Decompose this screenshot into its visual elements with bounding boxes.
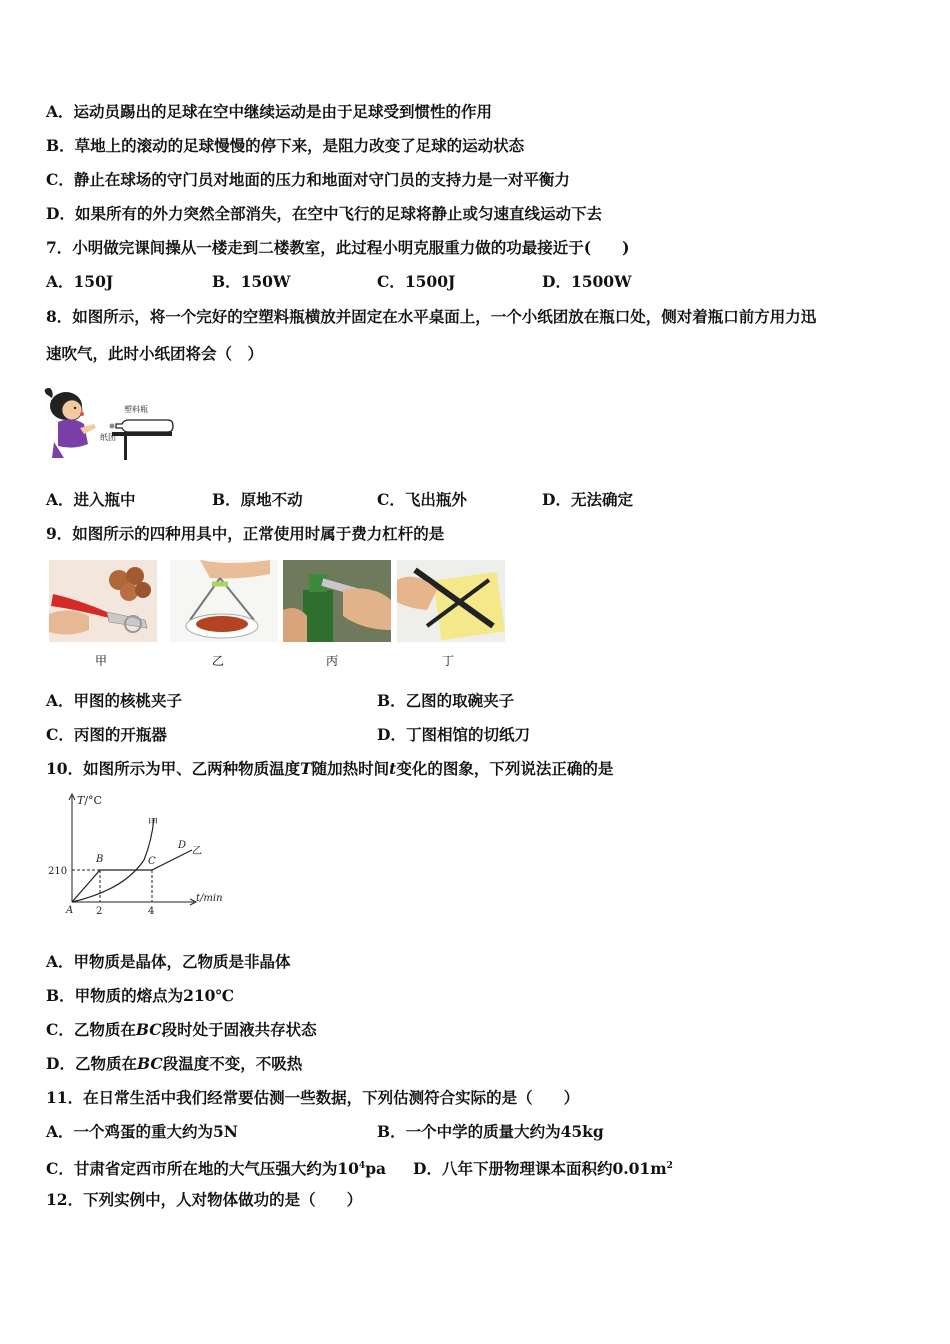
- q11-option-d: D．八年下册物理课本面积约$0.01m^2$: [413, 1159, 673, 1179]
- q9-option-b: B．乙图的取碗夹子: [377, 691, 515, 710]
- q11-option-c: C．甘肃省定西市所在地的大气压强大约为$10^4pa$: [46, 1159, 387, 1179]
- table-leg: [124, 436, 127, 460]
- q8-stem-line2: 速吹气，此时小纸团将会（ ）: [46, 344, 264, 363]
- q10-stem: 10．如图所示为甲、乙两种物质温度T随加热时间t变化的图象，下列说法正确的是: [46, 759, 614, 778]
- q8-figure: [44, 384, 176, 462]
- svg-text:2: 2: [96, 906, 103, 917]
- q6-option-c: C．静止在球场的守门员对地面的压力和地面对守门员的支持力是一对平衡力: [46, 170, 570, 189]
- q7-option-a: A．150J: [46, 272, 114, 291]
- curve-jia: [72, 818, 154, 902]
- bottle: [116, 420, 173, 432]
- q8-option-a: A．进入瓶中: [46, 490, 136, 509]
- girl-face: [62, 400, 82, 420]
- q10-option-c: C．乙物质在BC段时处于固液共存状态: [46, 1020, 317, 1039]
- q10-option-d: D．乙物质在BC段温度不变，不吸热: [46, 1054, 303, 1073]
- svg-text:210: 210: [48, 866, 68, 877]
- photo-ding-paper-cutter: [397, 560, 505, 642]
- svg-text:T/°C: T/°C: [77, 794, 102, 807]
- photo-yi-bowl-tongs: [170, 560, 278, 642]
- svg-text:t/min: t/min: [196, 893, 223, 904]
- svg-text:甲: 甲: [148, 818, 158, 829]
- q10-option-b: B．甲物质的熔点为210℃: [46, 986, 235, 1005]
- caption-yi: 乙: [212, 654, 225, 668]
- q9-option-d: D．丁图相馆的切纸刀: [377, 725, 530, 744]
- q10-graph: [44, 790, 234, 920]
- q11-option-b: B．一个中学的质量大约为45kg: [377, 1122, 604, 1141]
- q6-option-b: B．草地上的滚动的足球慢慢的停下来，是阻力改变了足球的运动状态: [46, 136, 525, 155]
- label-bottle: 塑料瓶: [124, 405, 148, 414]
- q7-option-c: C．1500J: [377, 272, 456, 291]
- caption-jia: 甲: [95, 654, 108, 668]
- q8-stem-line1: 8．如图所示，将一个完好的空塑料瓶横放并固定在水平桌面上，一个小纸团放在瓶口处，侧对着瓶口前方用力迅: [46, 307, 817, 326]
- svg-text:A: A: [66, 905, 74, 916]
- girl-body: [58, 419, 88, 447]
- q9-option-a: A．甲图的核桃夹子: [46, 691, 183, 710]
- q8-option-d: D．无法确定: [542, 490, 633, 509]
- q11-option-a: A．一个鸡蛋的重大约为5N: [46, 1122, 238, 1141]
- q12-stem: 12．下列实例中，人对物体做功的是（ ）: [46, 1190, 363, 1209]
- q11-stem: 11．在日常生活中我们经常要估测一些数据，下列估测符合实际的是（ ）: [46, 1088, 580, 1107]
- q6-option-d: D．如果所有的外力突然全部消失，在空中飞行的足球将静止或匀速直线运动下去: [46, 204, 602, 223]
- curve-yi: [72, 850, 192, 902]
- q7-option-d: D．1500W: [542, 272, 632, 291]
- q7-stem: 7．小明做完课间操从一楼走到二楼教室，此过程小明克服重力做的功最接近于( ): [46, 238, 630, 257]
- paper-ball: [110, 424, 115, 429]
- svg-text:D: D: [178, 840, 187, 851]
- q9-stem: 9．如图所示的四种用具中，正常使用时属于费力杠杆的是: [46, 524, 445, 543]
- q9-option-c: C．丙图的开瓶器: [46, 725, 167, 744]
- caption-bing: 丙: [326, 654, 339, 668]
- q10-option-a: A．甲物质是晶体，乙物质是非晶体: [46, 952, 291, 971]
- label-paper: 纸团: [100, 433, 116, 442]
- svg-text:B: B: [96, 854, 104, 865]
- svg-text:乙: 乙: [192, 846, 202, 857]
- photo-bing-bottle-opener: [283, 560, 391, 642]
- q8-option-b: B．原地不动: [212, 490, 303, 509]
- caption-ding: 丁: [442, 654, 455, 668]
- photo-jia-nutcracker: [49, 560, 157, 642]
- q6-option-a: A．运动员踢出的足球在空中继续运动是由于足球受到惯性的作用: [46, 102, 493, 121]
- q7-option-b: B．150W: [212, 272, 291, 291]
- q8-option-c: C．飞出瓶外: [377, 490, 467, 509]
- svg-text:4: 4: [148, 906, 155, 917]
- svg-text:C: C: [148, 856, 156, 867]
